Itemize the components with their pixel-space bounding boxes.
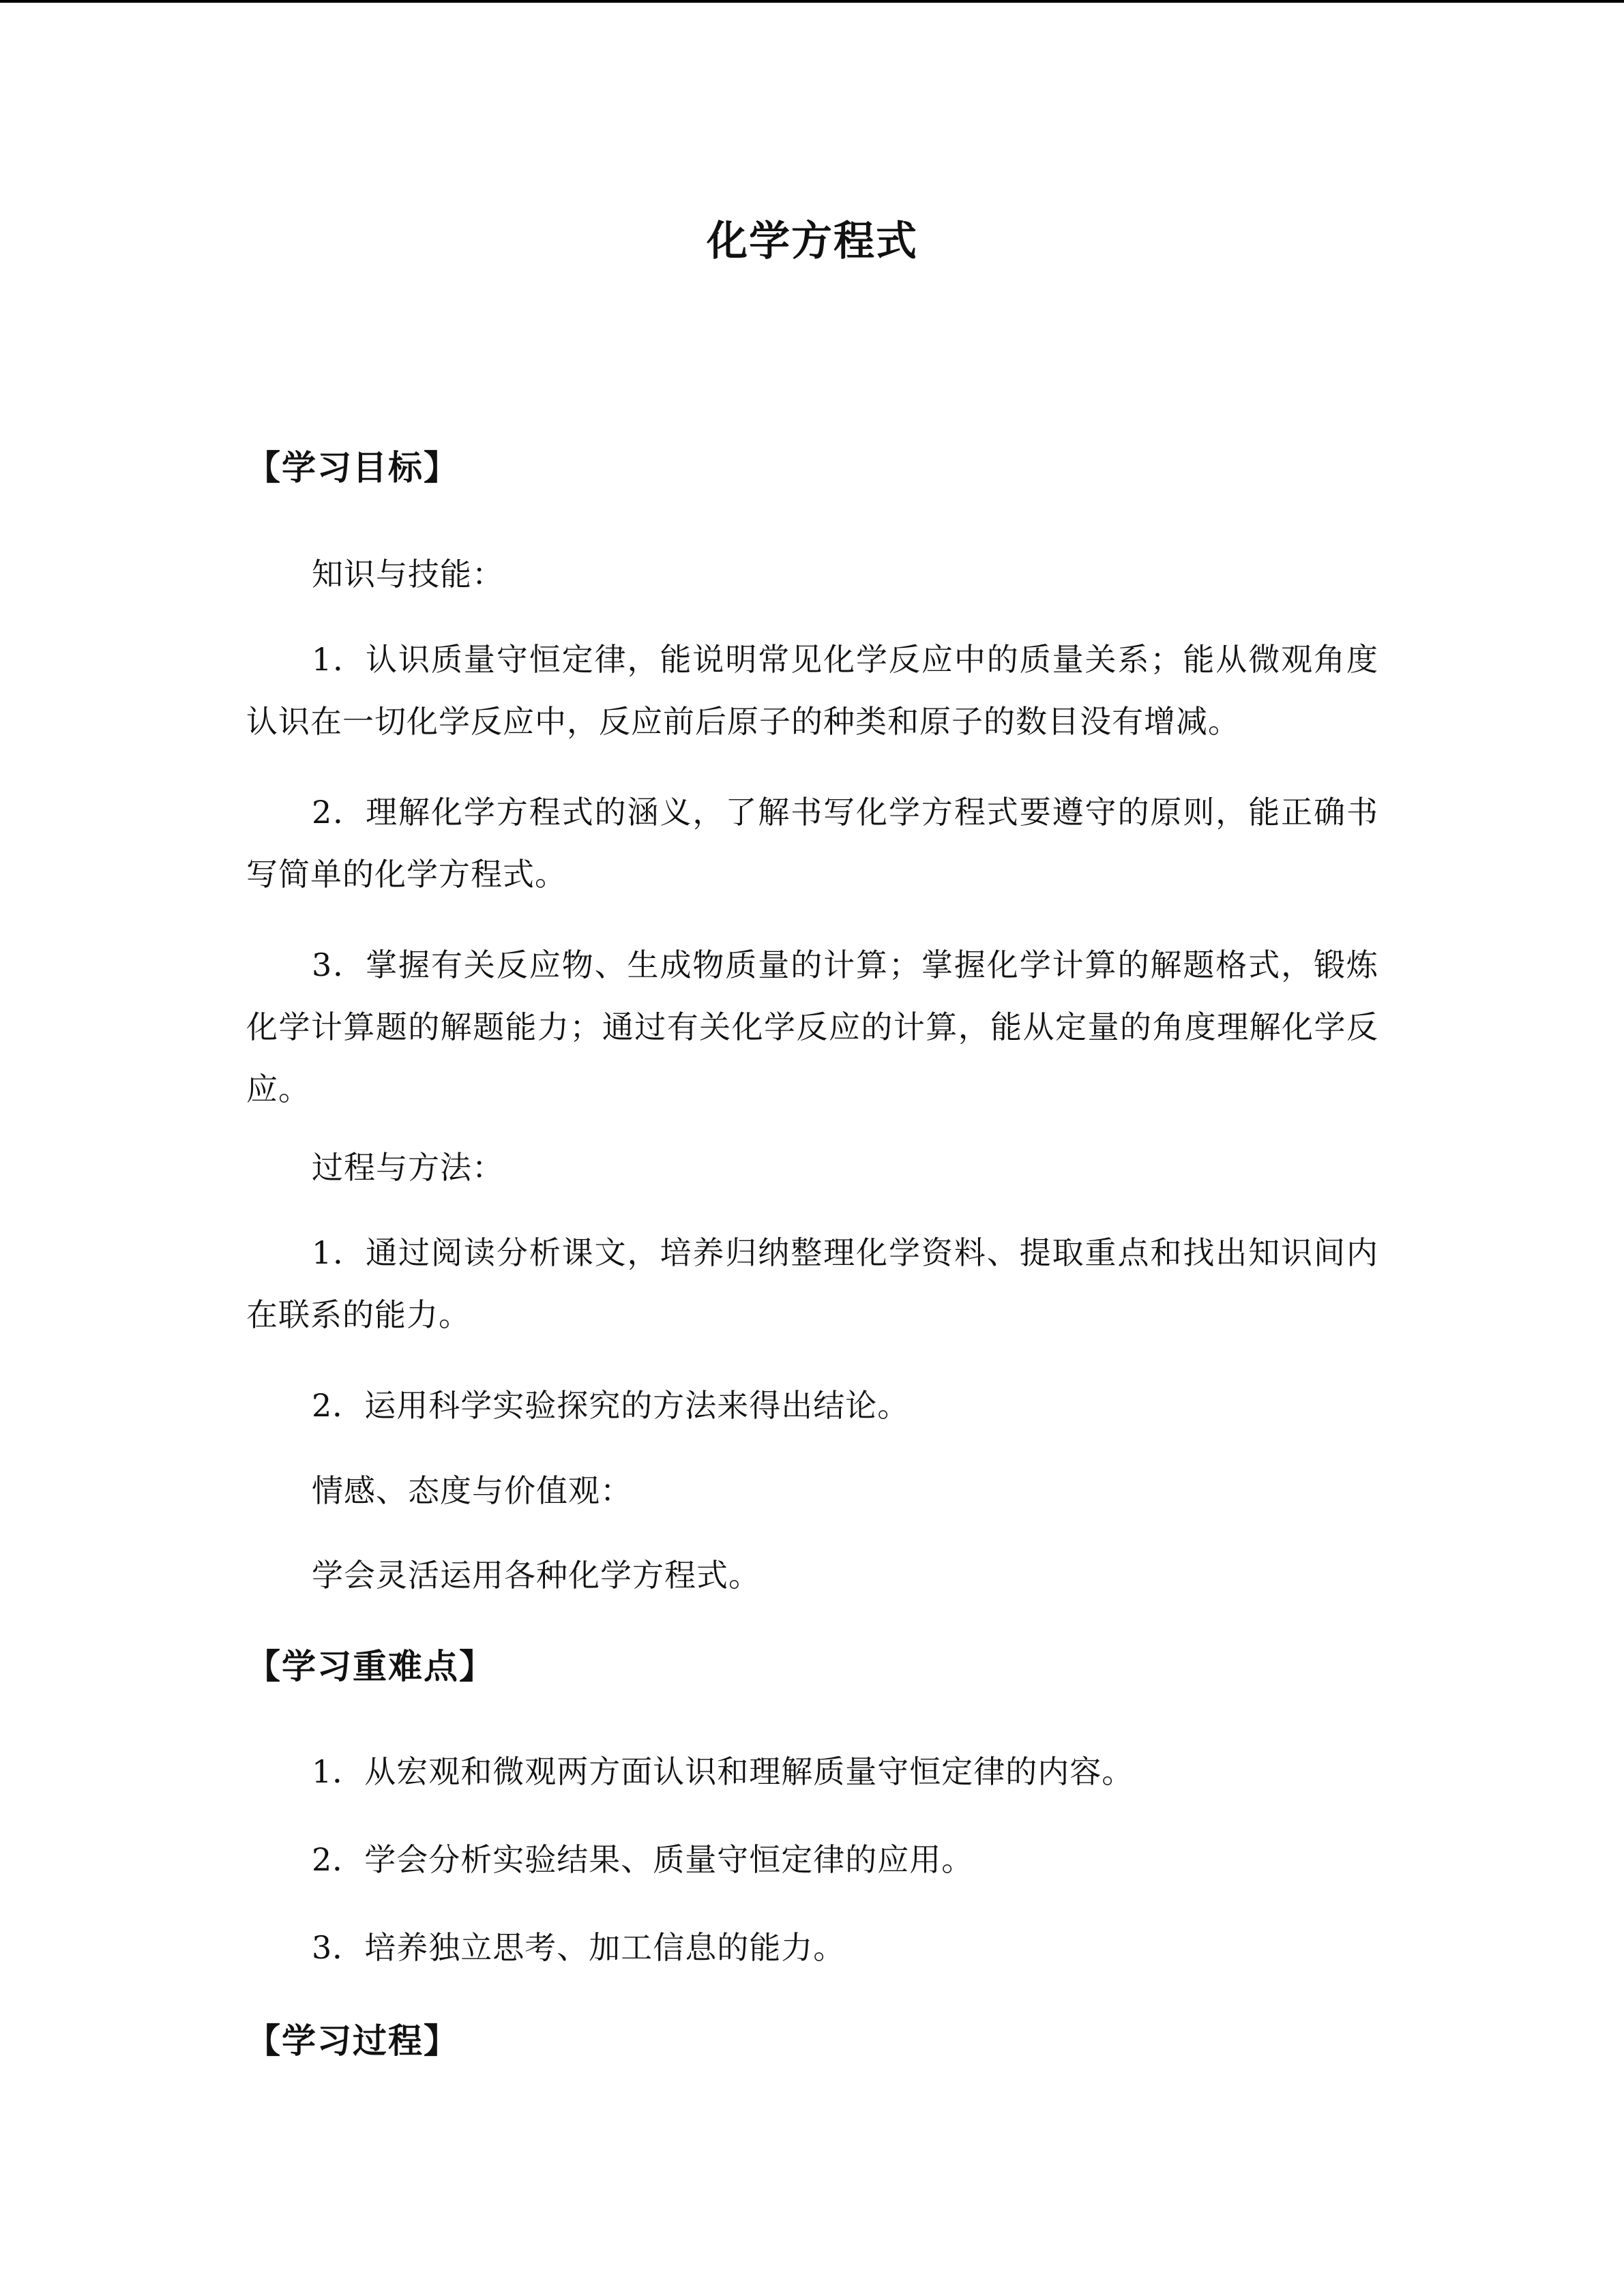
section-heading-learning-goals: 【学习目标】 (246, 448, 459, 488)
document-title: 化学方程式 (707, 218, 918, 265)
section-heading-learning-process: 【学习过程】 (246, 2021, 459, 2061)
attitude-values-label: 情感、态度与价值观： (312, 1472, 632, 1509)
section-heading-key-points: 【学习重难点】 (246, 1647, 494, 1686)
process-item-1: 1．通过阅读分析课文，培养归纳整理化学资料、提取重点和找出知识间内在联系的能力。 (246, 1234, 1378, 1333)
knowledge-item-3: 3．掌握有关反应物、生成物质量的计算；掌握化学计算的解题格式，锻炼化学计算题的解题能力；通过有关化学反应的计算，能从定量的角度理解化学反应。 (246, 946, 1378, 1107)
key-point-item-1: 1．从宏观和微观两方面认识和理解质量守恒定律的内容。 (312, 1753, 1134, 1790)
process-methods-label: 过程与方法： (312, 1149, 504, 1186)
page-top-border (0, 0, 1624, 3)
key-point-item-3: 3．培养独立思考、加工信息的能力。 (312, 1929, 846, 1966)
knowledge-item-1: 1．认识质量守恒定律，能说明常见化学反应中的质量关系；能从微观角度认识在一切化学反应中，反应前后原子的种类和原子的数目没有增减。 (246, 641, 1378, 740)
knowledge-skills-label: 知识与技能： (312, 556, 504, 593)
key-point-item-2: 2．学会分析实验结果、质量守恒定律的应用。 (312, 1841, 974, 1878)
process-item-2: 2．运用科学实验探究的方法来得出结论。 (312, 1387, 910, 1424)
attitude-text: 学会灵活运用各种化学方程式。 (312, 1557, 761, 1594)
knowledge-item-2: 2．理解化学方程式的涵义，了解书写化学方程式要遵守的原则，能正确书写简单的化学方程式。 (246, 794, 1378, 893)
